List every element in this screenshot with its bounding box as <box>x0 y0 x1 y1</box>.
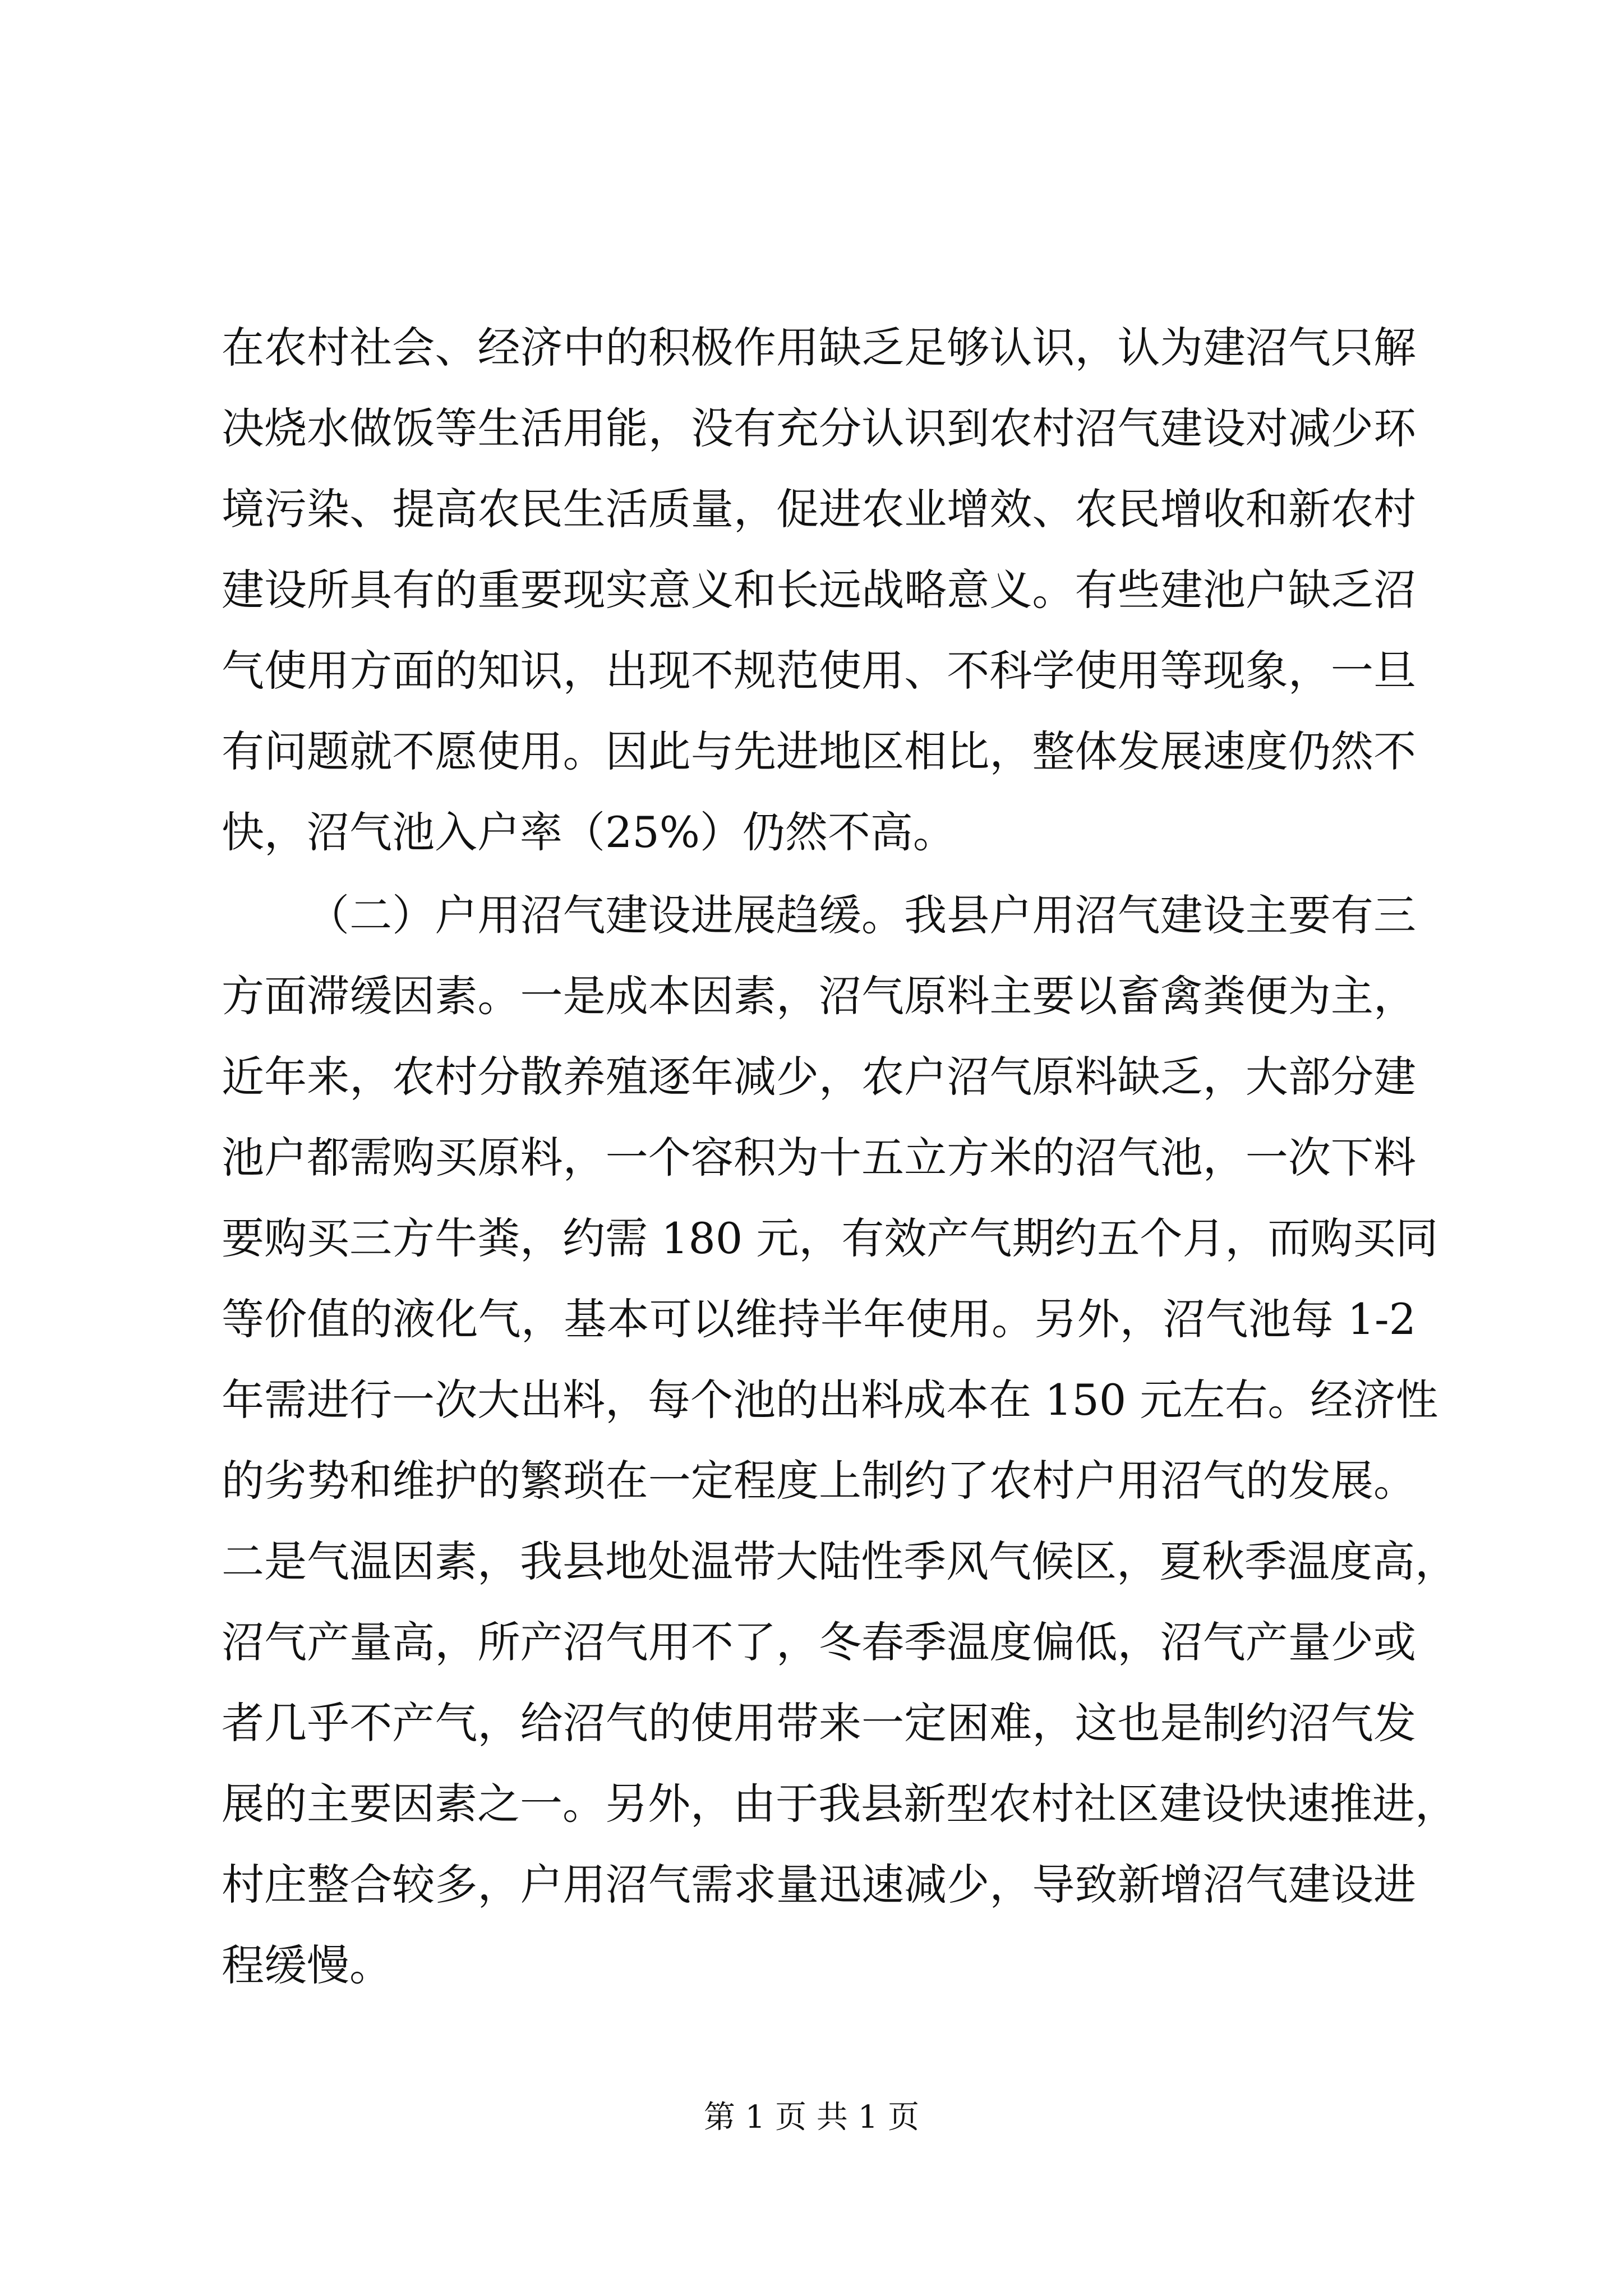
paragraph-line: 程缓慢。 <box>222 1940 392 1990</box>
paragraph-line: 年需进行一次大出料，每个池的出料成本在 150 元左右。经济性 <box>222 1375 1438 1425</box>
paragraph-2 <box>222 875 1458 2006</box>
paragraph-line: 二是气温因素，我县地处温带大陆性季风气候区，夏秋季温度高， <box>222 1536 1458 1586</box>
paragraph-1 <box>222 307 1416 873</box>
paragraph-line: 的劣势和维护的繁琐在一定程度上制约了农村户用沼气的发展。 <box>222 1456 1416 1506</box>
paragraph-line: 等价值的液化气，基本可以维持半年使用。另外，沼气池每 1-2 <box>222 1294 1416 1344</box>
paragraph-line: 决烧水做饭等生活用能，没有充分认识到农村沼气建设对减少环 <box>222 403 1416 453</box>
paragraph-line: 气使用方面的知识，出现不规范使用、不科学使用等现象，一旦 <box>222 646 1416 696</box>
paragraph-line: （二）户用沼气建设进展趋缓。我县户用沼气建设主要有三 <box>307 890 1416 940</box>
paragraph-line: 快，沼气池入户率（25%）仍然不高。 <box>222 807 956 857</box>
paragraph-line: 者几乎不产气，给沼气的使用带来一定困难，这也是制约沼气发 <box>222 1698 1416 1748</box>
paragraph-line: 建设所具有的重要现实意义和长远战略意义。有些建池户缺乏沼 <box>222 565 1416 615</box>
paragraph-line: 在农村社会、经济中的积极作用缺乏足够认识，认为建沼气只解 <box>222 323 1416 372</box>
paragraph-line: 要购买三方牛粪，约需 180 元，有效产气期约五个月，而购买同 <box>222 1213 1438 1263</box>
paragraph-line: 池户都需购买原料，一个容积为十五立方米的沼气池，一次下料 <box>222 1133 1416 1182</box>
paragraph-line: 方面滞缓因素。一是成本因素，沼气原料主要以畜禽粪便为主， <box>222 971 1416 1021</box>
paragraph-line: 境污染、提高农民生活质量，促进农业增效、农民增收和新农村 <box>222 484 1416 534</box>
paragraph-line: 近年来，农村分散养殖逐年减少，农户沼气原料缺乏，大部分建 <box>222 1052 1416 1102</box>
page-number-footer: 第 1 页 共 1 页 <box>703 2099 920 2136</box>
paragraph-line: 展的主要因素之一。另外，由于我县新型农村社区建设快速推进， <box>222 1779 1458 1829</box>
paragraph-line: 沼气产量高，所产沼气用不了，冬春季温度偏低，沼气产量少或 <box>222 1617 1416 1667</box>
paragraph-line: 村庄整合较多，户用沼气需求量迅速减少，导致新增沼气建设进 <box>222 1860 1416 1910</box>
paragraph-line: 有问题就不愿使用。因此与先进地区相比，整体发展速度仍然不 <box>222 726 1416 776</box>
